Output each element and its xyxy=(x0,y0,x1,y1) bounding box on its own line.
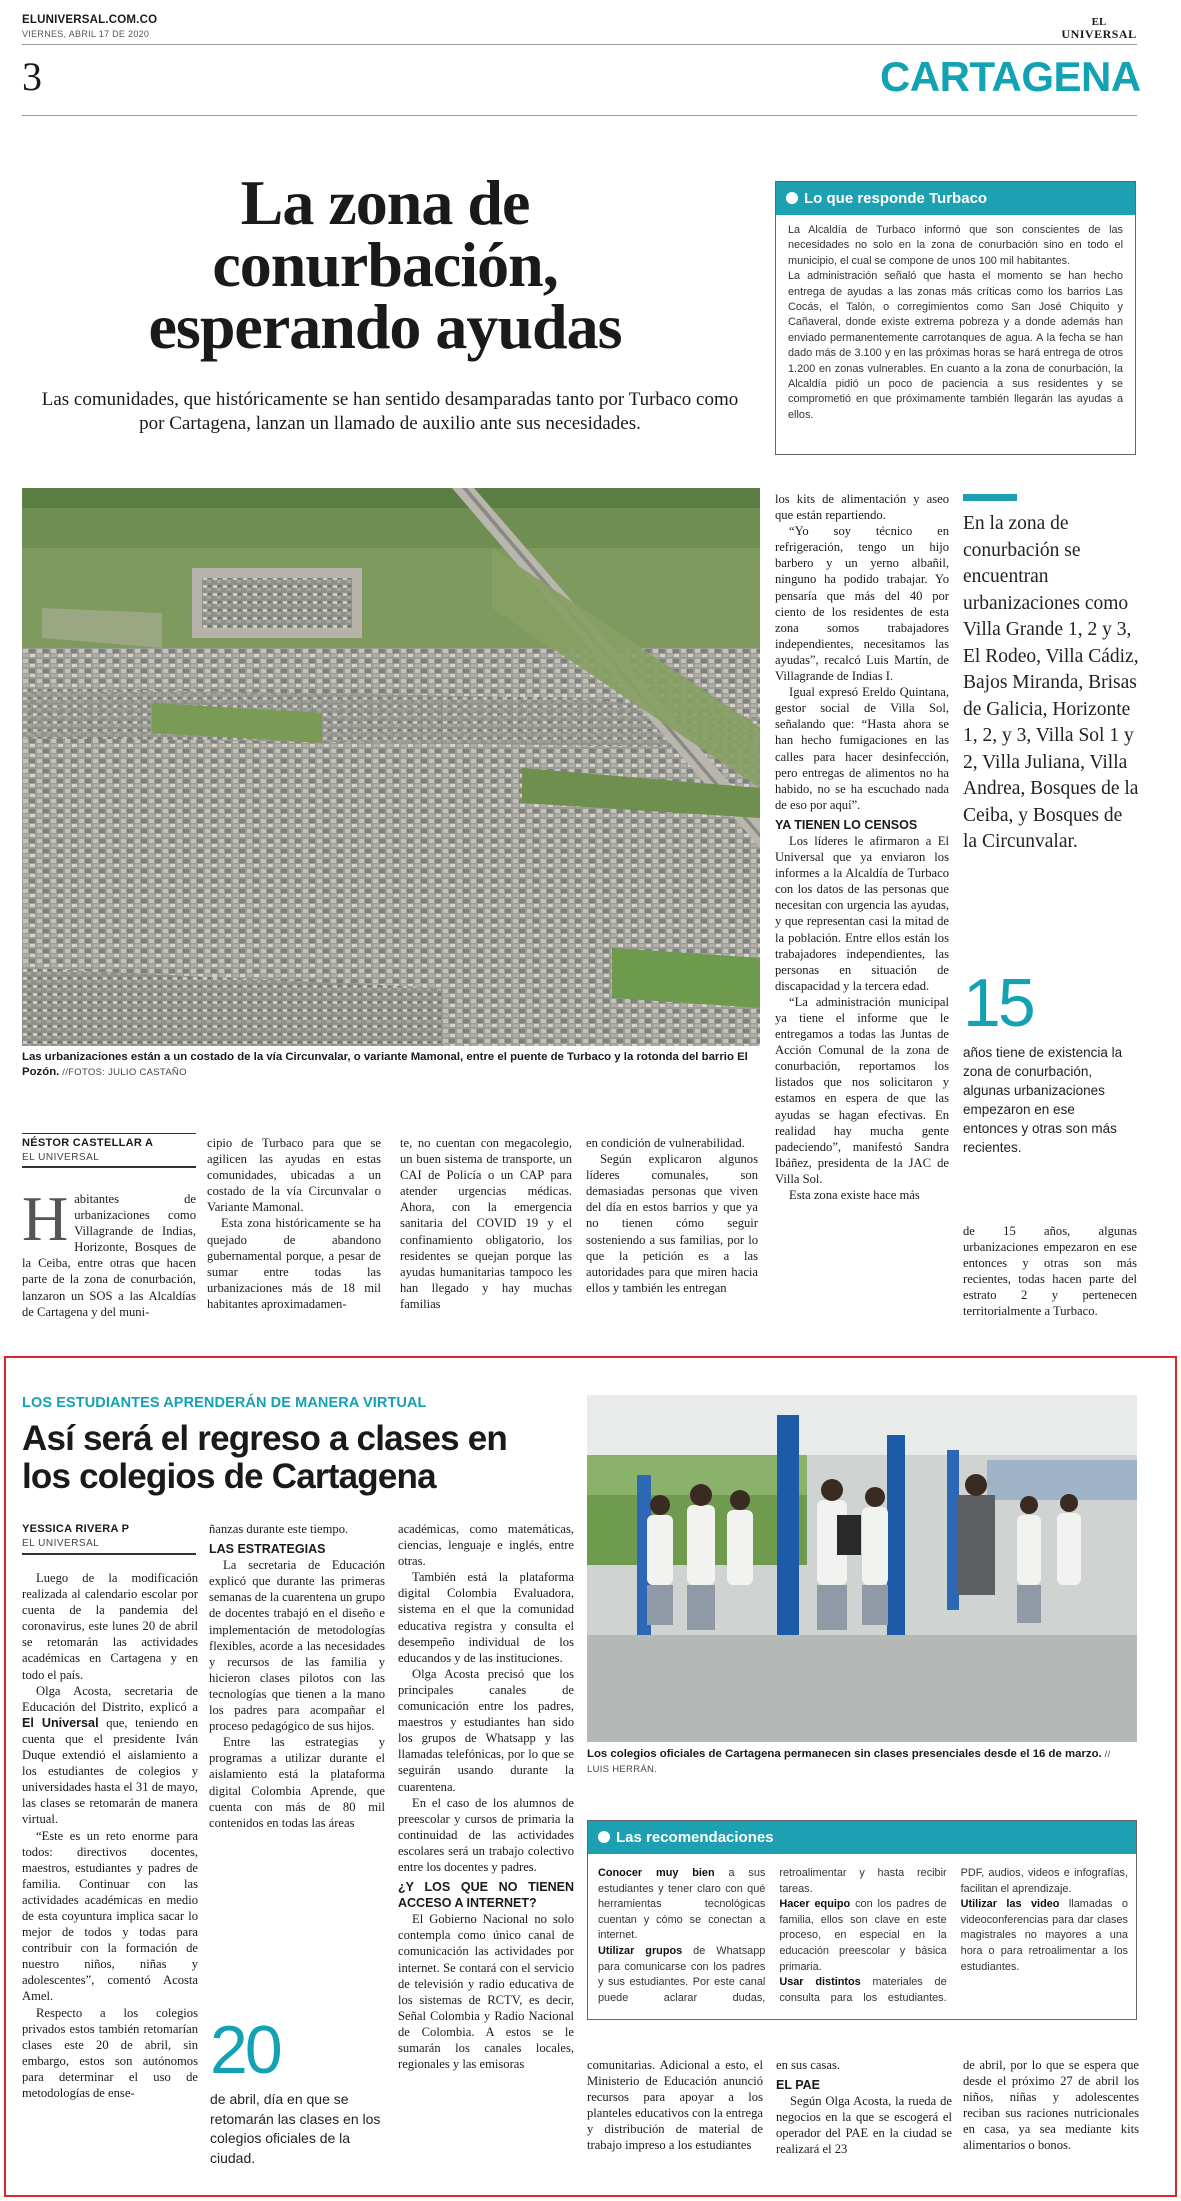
paragraph: En el caso de los alumnos de preescolar y cursos de primaria la continuidad de las actividades escolares será un trabajo colectivo entre los docentes y padres. xyxy=(398,1795,574,1874)
aerial-photo-caption xyxy=(22,1050,762,1080)
pullquote-bar xyxy=(963,494,1017,501)
main-column-3 xyxy=(400,1135,572,1312)
paragraph: Los líderes le afirmaron a El Universal que ya enviaron los informes a la Alcaldía de Turbaco con los datos de las personas que necesitan con urgencia las ayudas, y que representan casi la mitad de la población. Entre ellos están los trabajadores independientes, las personas en situación de discapacidad y la tercera edad. xyxy=(775,833,949,993)
main-column-2 xyxy=(207,1135,381,1312)
paragraph: Igual expresó Ereldo Quintana, gestor social de Villa Sol, señalando que: “Hasta ahora se han hecho fumigaciones en las calles para hacer desinfección, pero entregas de alimentos no ha habido, no se ha escuchado nada de eso por aquí”. xyxy=(775,685,949,812)
second-column-2 xyxy=(209,1521,385,1831)
newspaper-name: El Universal xyxy=(22,1715,99,1730)
headline-line-2: conurbación, xyxy=(212,229,558,300)
page-number: 3 xyxy=(22,54,42,99)
paragraph: cipio de Turbaco para que se agilicen las ayudas en estas comunidades, ubicadas a un costado de la vía Circunvalar o Variante Mamonal. xyxy=(207,1136,381,1215)
second-column-3 xyxy=(398,1521,574,2072)
bullet-icon xyxy=(786,192,798,204)
paragraph-text: Olga Acosta, secretaria de Educación del Distrito, explicó a xyxy=(22,1683,198,1714)
byline-rule xyxy=(22,1553,196,1555)
recommendation-text: con los padres de familia, ellos son clave en este proceso, en especial en la educación preescolar y básica primaria. xyxy=(779,1898,947,1973)
recommendation-item xyxy=(779,1897,946,1975)
site-url: ELUNIVERSAL.COM.CO xyxy=(22,14,158,26)
recommendation-lead: Conocer muy bien xyxy=(598,1867,715,1879)
sidebar-paragraph: La administración señaló que hasta el momento se han hecho entrega de ayudas a las zonas más críticas como los barrios Las Cocás, el Talón, o corregimientos como San José Chiquito y Cañaveral, donde existe extrema pobreza y a donde además han enviado permanentemente carrotanques de agua. A la fecha se han dado más de 3.100 y en las próximas horas se hará entrega de otros 1.200 en zonas vulnerables. En cuanto a la zona de conurbación, la Alcaldía pidió un poco de paciencia a sus residentes y se comprometió en que próximamente también llegarán las ayudas a ellos. xyxy=(788,270,1123,421)
logo-top: EL xyxy=(1091,16,1107,28)
recommendation-text: a sus estudiantes y tener claro con qué herramientas tecnológicas cuentan y cómo se conectan a internet. xyxy=(598,1867,766,1942)
school-photo xyxy=(587,1395,1137,1742)
headline-line-2: los colegios de Cartagena xyxy=(22,1457,436,1496)
section-rule xyxy=(22,115,1137,116)
bullet-icon xyxy=(598,1831,610,1843)
paragraph: comunitarias. Adicional a esto, el Ministerio de Educación anunció recursos para apoyar a los planteles educativos con la entrega y distribución de material de trabajo impreso a los estudiantes xyxy=(587,2058,763,2153)
headline-line-1: Así será el regreso a clases en xyxy=(22,1419,507,1458)
photo-credit-sep: // xyxy=(1101,1749,1111,1760)
stat-number: 15 xyxy=(963,965,1033,1041)
recommendation-lead: Usar distintos xyxy=(779,1976,861,1989)
paragraph: Según explicaron algunos líderes comunales, son demasiadas personas que viven del día en estos barrios y que ya no tienen cómo seguir sosteniendo a sus familias, por lo que la petición es a las autoridades para que miren hacia ellos y también les entregan xyxy=(586,1152,758,1295)
paragraph: La secretaria de Educación explicó que durante las primeras semanas de la cuarentena un grupo de docentes trabajó en el diseño e implementación de metodologías flexibles, acorde a las necesidades y recursos de las familia y hicieron clases pilotos con las tecnologías que tienen a la mano los padres para acompañar el proceso pedagógico de sus hijos. xyxy=(209,1558,385,1734)
byline-outlet: EL UNIVERSAL xyxy=(22,1538,100,1549)
paragraph: “La administración municipal ya tiene el informe que le entregamos a todas las Juntas de Acción Comunal de la zona de conurbación, reportamos los listados que nos solicitaron y estamos en espera de que las ayudas se hagan efectivas. En realidad hay mucha gente padeciendo”, manifestó Sandra Ibáñez, presidenta de la JAC de Villa Sol. xyxy=(775,994,949,1186)
photo-credit: //FOTOS: JULIO CASTAÑO xyxy=(59,1067,187,1078)
second-column-4 xyxy=(587,2057,763,2154)
recommendations-header xyxy=(588,1821,1136,1854)
byline-name: YESSICA RIVERA P xyxy=(22,1523,130,1535)
second-column-5 xyxy=(776,2057,952,2158)
main-column-4 xyxy=(586,1135,758,1296)
byline-name: NÉSTOR CASTELLAR A xyxy=(22,1137,154,1149)
section-title: CARTAGENA xyxy=(880,53,1141,100)
photo-credit: LUIS HERRÁN. xyxy=(587,1764,658,1775)
subheading: ¿Y LOS QUE NO TIENEN ACCESO A INTERNET? xyxy=(398,1880,574,1911)
main-column-6 xyxy=(963,1223,1137,1320)
paragraph xyxy=(22,1683,198,1828)
paragraph: en condición de vulnerabilidad. xyxy=(586,1136,745,1150)
second-kicker: LOS ESTUDIANTES APRENDERÁN DE MANERA VIRTUAL xyxy=(22,1395,427,1411)
edition-date: VIERNES, ABRIL 17 DE 2020 xyxy=(22,29,150,39)
stat-text: de abril, día en que se retomarán las clases en los colegios oficiales de la ciudad. xyxy=(210,2091,381,2166)
paragraph: ñanzas durante este tiempo. xyxy=(209,1522,349,1536)
sidebar-box-title: Lo que responde Turbaco xyxy=(804,190,988,207)
byline-rule xyxy=(22,1166,196,1168)
paragraph: en sus casas. xyxy=(776,2058,841,2072)
sidebar-box xyxy=(775,181,1136,455)
headline-line-1: La zona de xyxy=(240,167,530,238)
paragraph: Respecto a los colegios privados estos también retomarían clases este 20 de abril, sin embargo, estos son autónomos para determinar el uso de metodologías de ense- xyxy=(22,2005,198,2100)
paragraph: Esta zona históricamente se ha quejado de abandono gubernamental porque, a pesar de sumar entre todas las urbanizaciones más de 18 mil habitantes aproximadamen- xyxy=(207,1216,381,1311)
recommendation-item xyxy=(961,1897,1128,1975)
logo-bottom: UNIVERSAL xyxy=(1061,27,1137,41)
byline-rule xyxy=(22,1133,196,1134)
caption-text: Los colegios oficiales de Cartagena permanecen sin clases presenciales desde el 16 de marzo. xyxy=(587,1748,1102,1760)
school-photo-caption xyxy=(587,1747,1137,1777)
paragraph: “Este es un reto enorme para todos: directivos docentes, maestros, estudiantes y padres de familia. Continuar con las actividades académicas en medio de esta coyuntura implica sacar lo mejor de todos y todas para contribuir con la formación de nuestro niños, niñas y adolescentes”, comentó Acosta Amel. xyxy=(22,1828,198,2004)
stat-number: 20 xyxy=(210,2012,280,2088)
paragraph: académicas, como matemáticas, ciencias, lenguaje e inglés, entre otras. xyxy=(398,1522,574,1569)
paragraph: de abril, por lo que se espera que desde el próximo 27 de abril los niños, niñas y adolescentes reciban sus raciones nutricionales en casa, ya sea mediante kits alimentarios o bonos. xyxy=(963,2058,1139,2153)
main-column-5 xyxy=(775,491,949,1203)
byline-outlet: EL UNIVERSAL xyxy=(22,1152,100,1163)
recommendations-box xyxy=(587,1820,1137,2020)
paragraph: te, no cuentan con megacolegio, un buen sistema de transporte, un CAI de Policía o un CAP para atender urgencias médicas. Ahora, con la emergencia sanitaria del COVID 19 y el confinamiento obligatorio, los residentes se quejan porque las ayudas humanitarias tampoco les han llegado y hay muchas familias xyxy=(400,1136,572,1311)
dropcap: H xyxy=(22,1183,69,1254)
paragraph-text: que, teniendo en cuenta que el presidente Iván Duque extendió el aislamiento a los estudiantes de colegios y universidades hasta el 31 de mayo, las clases se retomarán de manera virtual. xyxy=(22,1715,199,1827)
paragraph: “Yo soy técnico en refrigeración, tengo un hijo barbero y un yerno albañil, ninguno ha podido trabajar. Yo pensaría que más del 40 por ciento de los residentes de esta zona somos trabajadores independientes, necesitamos las ayudas”, recalcó Luis Martín, de Villagrande de Indias I. xyxy=(775,524,949,684)
recommendation-lead: Hacer equipo xyxy=(779,1898,851,1911)
paragraph: Luego de la modificación realizada al calendario escolar por cuenta de la pandemia del coronavirus, este lunes 20 de abril se retomarán las actividades académicas en Cartagena y en todo el país. xyxy=(22,1571,198,1682)
paragraph: También está la plataforma digital Colombia Evaluadora, sistema en el que la comunidad educativa registra y consulta el desempeño individual de los educandos y de las instituciones. xyxy=(398,1570,574,1665)
masthead-rule xyxy=(22,44,1137,45)
sidebar-paragraph: La Alcaldía de Turbaco informó que son conscientes de las necesidades no solo en la zona de conurbación sino en todo el municipio, el cual se compone de unos 100 mil habitantes. xyxy=(788,224,1123,267)
recommendation-text: de Whatsapp para comunicarse con los padres y sus estudiantes. Por este canal puede aclarar dudas, retroalimentar y hasta recibir tareas. xyxy=(598,1867,947,2004)
second-column-6 xyxy=(963,2057,1139,2154)
second-column-1 xyxy=(22,1570,198,2101)
recommendation-item xyxy=(598,1866,765,1944)
masthead-logo xyxy=(1060,16,1138,40)
stat-text: años tiene de existencia la zona de conurbación, algunas urbanizaciones empezaron en ese entonces y otras son más recientes. xyxy=(963,1045,1123,1155)
sidebar-box-header xyxy=(776,182,1135,215)
pullquote: En la zona de conurbación se encuentran urbanizaciones como Villa Grande 1, 2 y 3, El Rodeo, Villa Cádiz, Bajos Miranda, Brisas de Galicia, Horizonte 1, 2, y 3, Villa Sol 1 y 2, Villa Juliana, Villa Andrea, Bosques de la Ceiba, y Bosques de la Circunvalar. xyxy=(963,513,1139,852)
recommendation-lead: Utilizar grupos xyxy=(598,1944,683,1957)
recommendation-text: materiales de consulta para los estudiantes. PDF, audios, videos e infografías, facilitan el aprendizaje. xyxy=(779,1867,1128,2004)
headline-line-3: esperando ayudas xyxy=(148,291,622,362)
paragraph: de 15 años, algunas urbanizaciones empezaron en ese entonces y otras son más recientes, todas hacen parte del estrato 2 y pertenecen territorialmente a Turbaco. xyxy=(963,1224,1137,1319)
caption-text: Las urbanizaciones están a un costado de la vía Circunvalar, o variante Mamonal, entre el puente de Turbaco y la rotonda del barrio El Pozón. xyxy=(22,1051,748,1078)
aerial-photo xyxy=(22,488,760,1046)
recommendations-title: Las recomendaciones xyxy=(616,1829,774,1846)
paragraph: Entre las estrategias y programas a utilizar durante el aislamiento está la plataforma digital Colombia Aprende, que cuenta con más de 80 mil contenidos en todas las áreas xyxy=(209,1735,385,1830)
paragraph: Esta zona existe hace más xyxy=(789,1188,920,1203)
paragraph: los kits de alimentación y aseo que están repartiendo. xyxy=(775,492,949,523)
recommendation-text: llamadas o videoconferencias para dar clases magistrales no mayores a una hora o para retroalimentar a los estudiantes. xyxy=(960,1898,1128,1973)
subheading: YA TIENEN LO CENSOS xyxy=(775,817,918,832)
paragraph: abitantes de urbanizaciones como Villagrande de Indias, Horizonte, Bosques de la Ceiba, entre otras que hacen parte de la zona de conurbación, lanzaron un SOS a las Alcaldías de Cartagena y del muni- xyxy=(22,1192,196,1319)
main-deck: Las comunidades, que históricamente se han sentido desamparadas tanto por Turbaco como por Cartagena, lanzan un llamado de auxilio ante sus necesidades. xyxy=(41,389,739,434)
second-headline xyxy=(22,1420,592,1496)
recommendation-lead: Utilizar las video xyxy=(960,1898,1060,1911)
paragraph: Según Olga Acosta, la rueda de negocios en la que se escogerá el operador del PAE en la ciudad se realizará el 23 xyxy=(776,2094,952,2157)
subheading: LAS ESTRATEGIAS xyxy=(209,1542,326,1557)
main-column-1 xyxy=(22,1183,196,1320)
paragraph: Olga Acosta precisó que los principales canales de comunicación entre los padres, maestros y estudiantes han sido los grupos de Whatsapp y las llamadas telefónicas, por lo que se seguirán usando durante la cuarentena. xyxy=(398,1666,574,1794)
subheading: EL PAE xyxy=(776,2078,820,2093)
paragraph: El Gobierno Nacional no solo contempla como único canal de comunicación las actividades por internet. Se contará con el servicio de televisión y radio educativa de los sistemas de RCTV, es decir, Señal Colombia y Radio Nacional de Colombia. A estos se le sumarán los canales locales, regionales y las emisoras xyxy=(398,1912,574,2072)
main-headline xyxy=(40,167,730,362)
